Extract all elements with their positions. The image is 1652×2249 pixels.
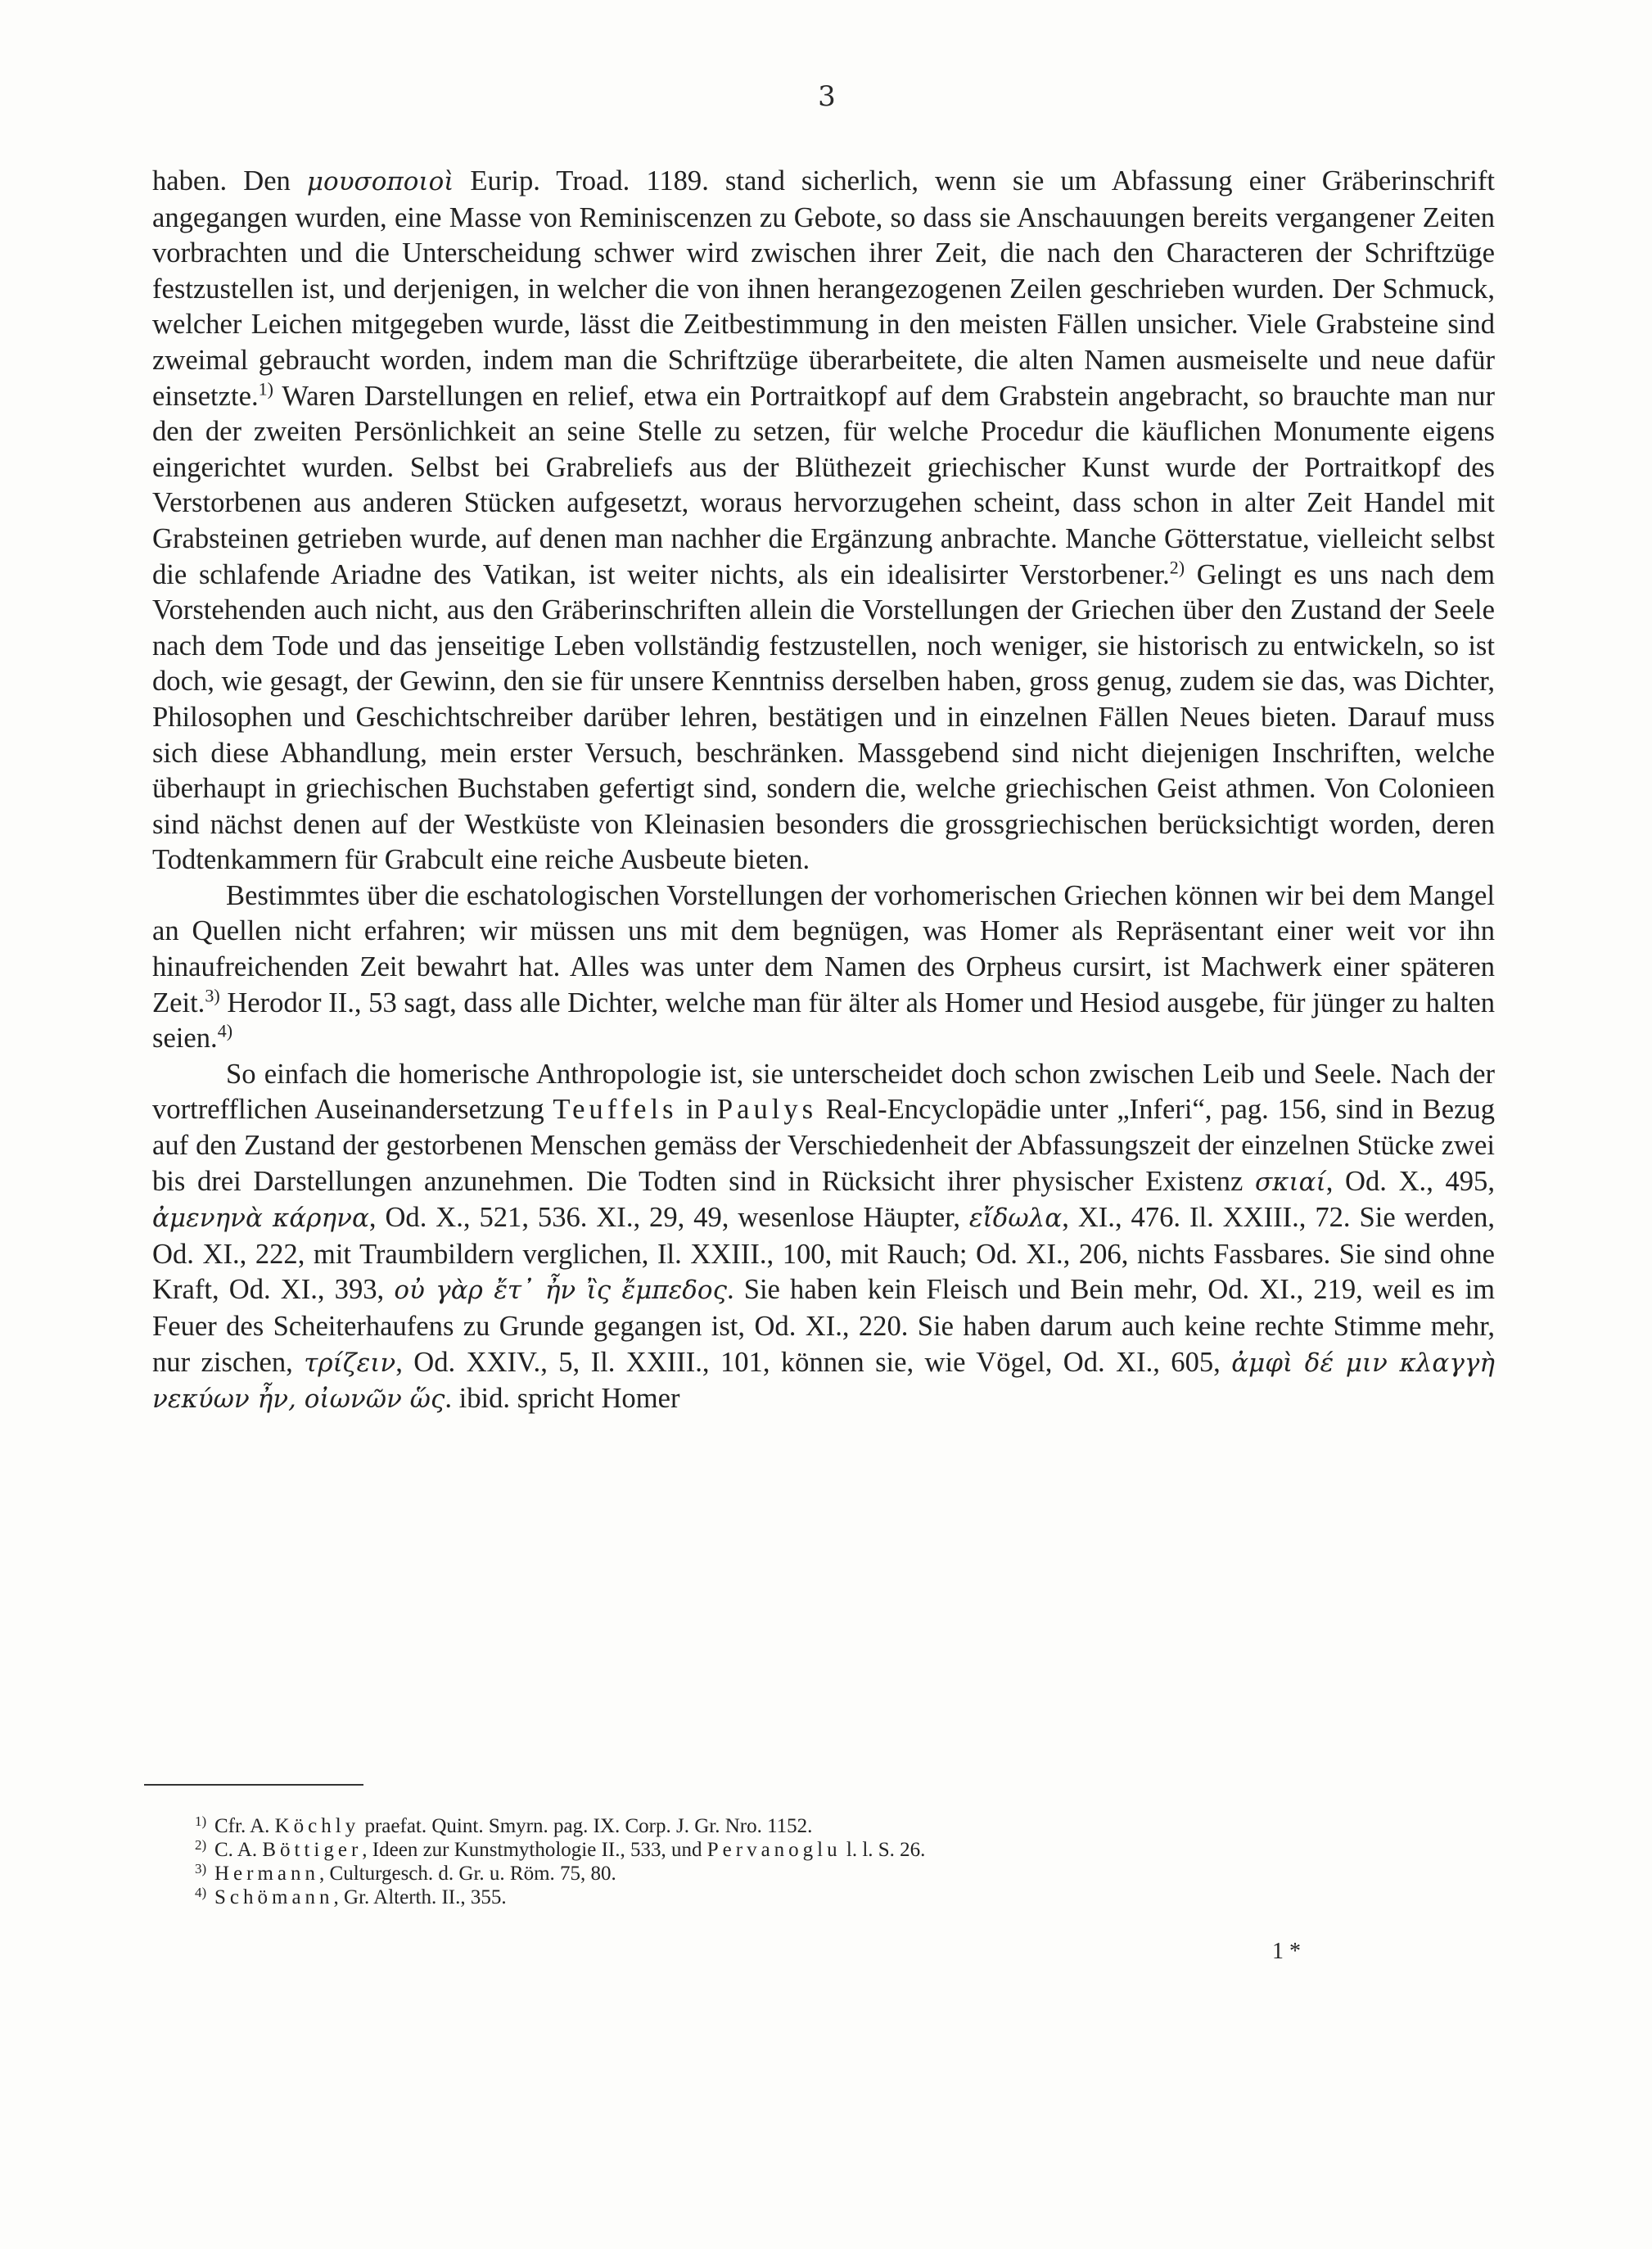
text-run: . Sie haben kein Fleisch und Bein mehr, Od. XI., 219, weil es im Feuer des Scheiterhaufens zu Grunde gegangen ist, Od. XI., 220. Sie haben darum auch keine rechte Stimme mehr, nur zischen, (152, 1274, 1495, 1378)
text-run: , Od. XXIV., 5, Il. XXIII., 101, können sie, wie Vögel, Od. XI., 605, (395, 1346, 1232, 1378)
text-run: Cfr. A. (214, 1815, 275, 1837)
text-run: C. A. (214, 1839, 263, 1861)
signature-mark: 1 * (1272, 1939, 1301, 1964)
footnote-reference: 4) (217, 1020, 233, 1041)
author-name: Hermann (214, 1863, 320, 1885)
body-text (152, 164, 1495, 1418)
footnotes (195, 1813, 1442, 1909)
greek-quotation: μουσοποιοὶ (306, 167, 454, 196)
author-name: Teuffels (553, 1094, 678, 1126)
author-name: Paulys (716, 1094, 818, 1126)
footnote-reference: 2) (1169, 557, 1185, 577)
text-run: Gelingt es uns nach dem Vorstehenden auch nicht, aus den Gräberinschriften allein die Vorstellungen der Griechen über den Zustand der Seele nach dem Tode und das jenseitige Leben vollständig festzustellen, noch weniger, sie historisch zu entwickeln, so ist doch, wie gesagt, der Gewinn, den sie für unsere Kenntniss derselben haben, gross genug, zudem sie das, was Dichter, Philosophen und Geschichtschreiber darüber lehren, bestätigen und in einzelnen Fällen Neues bieten. Darauf muss sich diese Abhandlung, mein erster Versuch, beschränken. Massgebend sind nicht diejenigen Inschriften, welche überhaupt in griechischen Buchstaben gefertigt sind, sondern die, welche griechischen Geist athmen. Von Colonieen sind nächst denen auf der Westküste von Kleinasien besonders die grossgriechischen berücksichtigt worden, deren Todtenkammern für Grabcult eine reiche Ausbeute bieten. (152, 558, 1495, 876)
footnote-number: 3) (195, 1861, 207, 1876)
text-run: . ibid. spricht Homer (445, 1383, 680, 1415)
text-run: So einfach die homerische Anthropologie ist, sie unterscheidet doch schon zwischen Leib und Seele. Nach der vortrefflichen Auseinandersetzung (152, 1058, 1495, 1126)
text-run: praefat. Quint. Smyrn. pag. IX. Corp. J. Gr. Nro. 1152. (359, 1815, 813, 1837)
footnote-reference: 1) (258, 378, 273, 400)
text-run: Herodor II., 53 sagt, dass alle Dichter, welche man für älter als Homer und Hesiod ausgebe, für jünger zu halten seien. (152, 987, 1495, 1055)
text-run: , XI., 476. Il. XXIII., 72. Sie werden, Od. XI., 222, mit Traumbildern verglichen, Il. XXIII., 100, mit Rauch; Od. XI., 206, nichts Fassbares. Sie sind ohne Kraft, Od. XI., 393, (152, 1202, 1495, 1306)
footnote-number: 4) (195, 1885, 207, 1900)
paragraph (152, 164, 1495, 878)
text-run: , Od. X., 495, (1325, 1165, 1495, 1197)
text-run: , Ideen zur Kunstmythologie II., 533, und (362, 1839, 707, 1861)
author-name: Böttiger (262, 1839, 363, 1861)
greek-quotation: εἴδωλα (968, 1204, 1063, 1234)
greek-quotation: σκιαί (1255, 1167, 1326, 1197)
footnote (195, 1837, 1442, 1862)
author-name: Köchly (274, 1815, 360, 1837)
footnote (195, 1885, 1442, 1909)
greek-quotation: ἀμενηνὰ κάρηνα (152, 1204, 369, 1234)
paragraph (152, 878, 1495, 1057)
footnote (195, 1813, 1442, 1838)
author-name: Pervanoglu (706, 1839, 842, 1861)
greek-quotation: τρίζειν (304, 1348, 396, 1378)
text-run: Real-Encyclopädie unter „Inferi“, pag. 156, sind in Bezug auf den Zustand der gestorbenen Menschen gemäss der Verschiedenheit der Abfassungszeit der einzelnen Stücke zwei bis drei Darstellungen anzunehmen. Die Todten sind in Rücksicht ihrer physischer Existenz (152, 1094, 1495, 1197)
paragraph (152, 1057, 1495, 1418)
text-run: , Od. X., 521, 536. XI., 29, 49, wesenlose Häupter, (368, 1202, 969, 1234)
text-run: in (677, 1094, 717, 1126)
footnote-number: 1) (195, 1813, 207, 1829)
author-name: Schömann (214, 1886, 334, 1908)
footnote-divider (144, 1784, 363, 1786)
footnote-number: 2) (195, 1837, 207, 1853)
text-run: , Gr. Alterth. II., 355. (333, 1886, 507, 1908)
text-run: Bestimmtes über die eschatologischen Vorstellungen der vorhomerischen Griechen können wir bei dem Mangel an Quellen nicht erfahren; wir müssen uns mit dem begnügen, was Homer als Repräsentant einer weit vor ihn hinaufreichenden Zeit bewahrt hat. Alles was unter dem Namen des Orpheus cursirt, ist Machwerk einer späteren Zeit. (152, 879, 1495, 1018)
footnote-reference: 3) (205, 985, 220, 1006)
greek-quotation: οὐ γὰρ ἔτ᾽ ἦν ἲς ἔμπεδος (394, 1276, 727, 1306)
text-run: , Culturgesch. d. Gr. u. Röm. 75, 80. (319, 1863, 616, 1885)
page-number: 3 (818, 80, 836, 113)
footnote (195, 1861, 1442, 1885)
text-run: l. l. S. 26. (841, 1839, 926, 1861)
greek-quotation: ἀμφὶ δέ μιν κλαγγὴ νεκύων ἦν, οἰωνῶν ὥς (152, 1348, 1495, 1415)
text-run: Waren Darstellungen en relief, etwa ein Portraitkopf auf dem Grabstein angebracht, so brauchte man nur den der zweiten Persönlichkeit an seine Stelle zu setzen, für welche Procedur die käuflichen Monumente eigens eingerichtet wurden. Selbst bei Grabreliefs aus der Blüthezeit griechischer Kunst wurde der Portraitkopf des Verstorbenen aus anderen Stücken aufgesetzt, woraus hervorzugehen scheint, dass schon in alter Zeit Handel mit Grabsteinen getrieben wurde, auf denen man nachher die Ergänzung anbrachte. Manche Götterstatue, vielleicht selbst die schlafende Ariadne des Vatikan, ist weiter nichts, als ein idealisirter Verstorbener. (152, 380, 1495, 590)
text-run: Eurip. Troad. 1189. stand sicherlich, wenn sie um Abfassung einer Gräberinschrift angegangen wurden, eine Masse von Reminiscenzen zu Gebote, so dass sie Anschauungen bereits vergangener Zeiten vorbrachten und die Unterscheidung schwer wird zwischen ihrer Zeit, die nach den Characteren der Schriftzüge festzustellen ist, und derjenigen, in welcher die von ihnen herangezogenen Zeilen geschrieben wurden. Der Schmuck, welcher Leichen mitgegeben wurde, lässt die Zeitbestimmung in den meisten Fällen unsicher. Viele Grabsteine sind zweimal gebraucht worden, indem man die Schriftzüge überarbeitete, die alten Namen ausmeiselte und neue dafür einsetzte. (152, 165, 1495, 412)
text-run: haben. Den (152, 165, 307, 196)
